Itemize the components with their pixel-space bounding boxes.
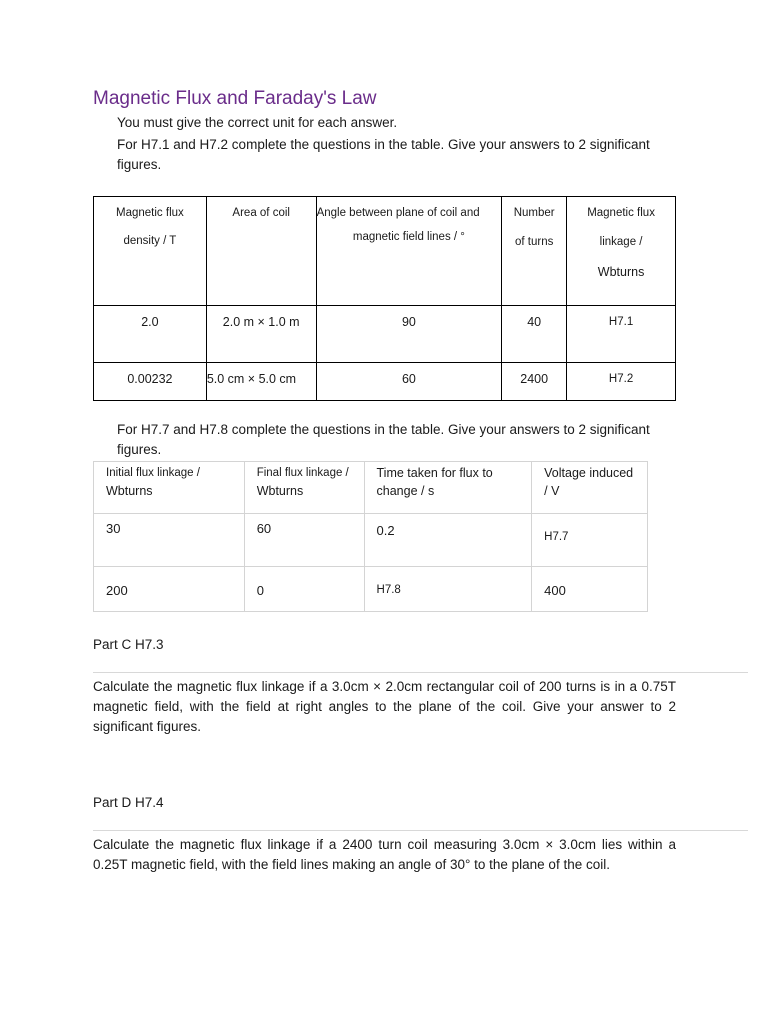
header-cell [364,462,532,514]
table-cell: 0.00232 [94,363,207,401]
table-header-row [94,197,676,306]
intro-text: You must give the correct unit for each answer. [117,115,398,130]
table-cell: 2.0 [94,306,207,363]
part-c-question: Calculate the magnetic flux linkage if a 3.0cm × 2.0cm rectangular coil of 200 turns is in a 0.75T magnetic field, with the field at right angles to the plane of the coil. Give your answer to 2 significant figures. [93,679,676,734]
table-cell: 30 [94,514,245,567]
header-text: Wbturns [256,484,304,498]
table-cell: 2.0 m × 1.0 m [206,306,316,363]
header-cell [94,462,245,514]
page-title: Magnetic Flux and Faraday's Law [93,88,377,109]
answer-cell: H7.8 [364,567,532,612]
header-text: Magnetic flux [116,207,184,219]
header-text: linkage / [599,236,643,248]
flux-linkage-table [93,196,676,401]
header-text: magnetic field lines / ° [352,231,465,243]
header-text: Angle between plane of coil and [316,207,480,219]
table-cell: 200 [94,567,245,612]
table-row [94,306,676,363]
table-row [94,363,676,401]
header-cell [532,462,648,514]
table-header-row [94,462,648,514]
part-c-label: Part C H7.3 [93,637,164,652]
header-cell [244,462,364,514]
header-text: Initial flux linkage / [106,467,200,479]
header-cell [567,197,676,306]
part-d-question: Calculate the magnetic flux linkage if a 2400 turn coil measuring 3.0cm × 3.0cm lies within a 0.25T magnetic field, with the field lines making an angle of 30° to the plane of the coil. [93,837,676,872]
part-d-label: Part D H7.4 [93,795,164,810]
header-text: Final flux linkage / [256,467,349,479]
header-text: density / T [123,235,177,247]
header-text: of turns [514,236,554,248]
header-text: Wbturns [106,484,153,498]
table-cell: 90 [316,306,502,363]
table2-instruction: For H7.7 and H7.8 complete the questions in the table. Give your answers to 2 significant figures. [117,422,650,457]
table-cell: 40 [502,306,567,363]
table-cell: 400 [532,567,648,612]
header-text: Time taken for flux to [376,466,493,480]
header-cell [206,197,316,306]
header-text: Wbturns [597,265,645,279]
header-cell [94,197,207,306]
table-cell: 0 [244,567,364,612]
header-text: / V [544,484,560,498]
table-cell: 5.0 cm × 5.0 cm [206,363,316,401]
table-cell: 2400 [502,363,567,401]
header-cell [316,197,502,306]
header-text: Magnetic flux [587,207,655,219]
table-cell: 0.2 [364,514,532,567]
header-cell [502,197,567,306]
header-text: Area of coil [232,207,290,219]
table-row [94,514,648,567]
divider [93,830,748,831]
answer-cell: H7.7 [532,514,648,567]
header-text: Number [513,207,555,219]
table1-instruction: For H7.1 and H7.2 complete the questions in the table. Give your answers to 2 significant figures. [117,137,650,172]
divider [93,672,748,673]
answer-cell: H7.1 [567,306,676,363]
header-text: change / s [376,484,435,498]
answer-cell: H7.2 [567,363,676,401]
table-cell: 60 [244,514,364,567]
header-text: Voltage induced [544,466,634,480]
table-row [94,567,648,612]
induced-voltage-table [93,461,648,612]
table-cell: 60 [316,363,502,401]
